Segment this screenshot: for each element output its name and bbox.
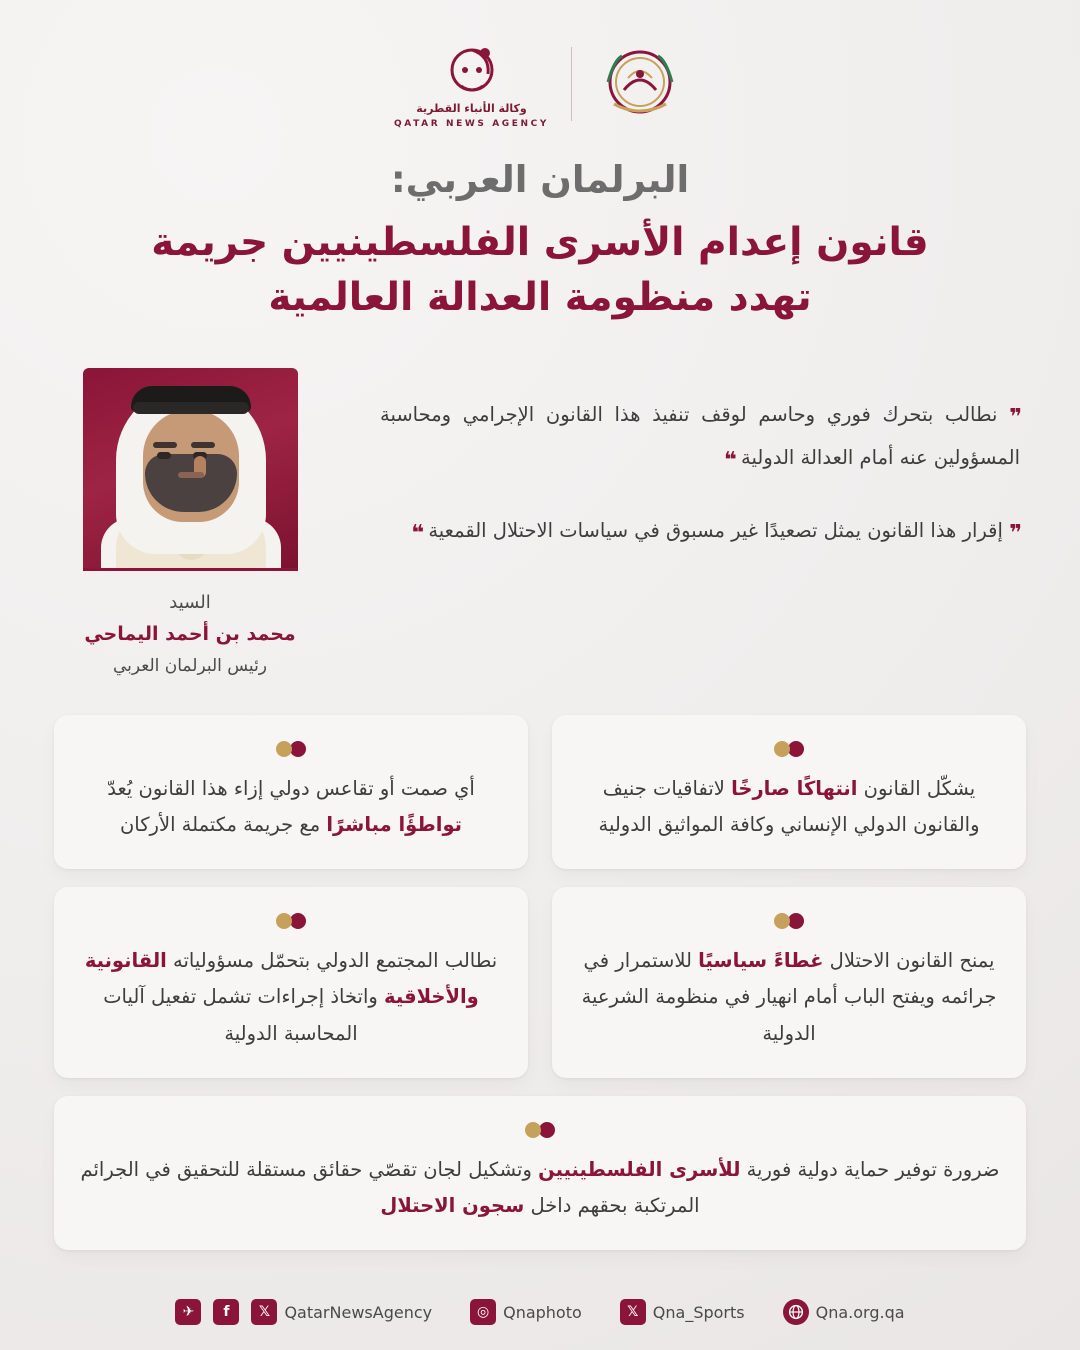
point-text xyxy=(578,771,1000,843)
page-title xyxy=(0,215,1080,326)
page-kicker: البرلمان العربي: xyxy=(390,158,690,201)
quote-text: إقرار هذا القانون يمثل تصعيدًا غير مسبوق في سياسات الاحتلال القمعية xyxy=(428,518,1003,542)
point-pre: يشكّل القانون xyxy=(857,777,976,801)
point-text xyxy=(578,943,1000,1051)
bullet-dot-icon xyxy=(525,1122,555,1138)
globe-icon[interactable] xyxy=(783,1299,809,1325)
social-footer xyxy=(0,1274,1080,1350)
point-post: للاستمرار في جرائمه ويفتح الباب أمام انهيار في منظومة الشرعية الدولية xyxy=(581,949,997,1045)
point-post: مع جريمة مكتملة الأركان xyxy=(119,813,327,837)
x-twitter-icon-2[interactable]: 𝕏 xyxy=(620,1299,646,1325)
quote-open-mark: ❞ xyxy=(1009,404,1020,430)
speaker-caption xyxy=(84,587,295,682)
quote-item xyxy=(380,394,1026,480)
point-highlight: تواطؤًا مباشرًا xyxy=(326,813,463,837)
instagram-icon[interactable]: ◎ xyxy=(470,1299,496,1325)
social-handle-sports: Qna_Sports xyxy=(652,1302,745,1322)
bullet-dot-icon xyxy=(774,741,804,757)
quotes-list xyxy=(370,368,1026,583)
point-highlight-1: للأسرى الفلسطينيين xyxy=(538,1157,741,1181)
social-telegram[interactable] xyxy=(175,1299,201,1325)
speaker-and-quotes xyxy=(0,368,1080,682)
telegram-icon[interactable]: ✈ xyxy=(175,1299,201,1325)
speaker-honorific: السيد xyxy=(169,591,211,613)
quote-text: نطالب بتحرك فوري وحاسم لوقف تنفيذ هذا القانون الإجرامي ومحاسبة المسؤولين عنه أمام العدالة الدولية xyxy=(380,402,1020,469)
points-grid xyxy=(0,715,1080,1249)
point-post: لاتفاقيات جنيف والقانون الدولي الإنساني وكافة المواثيق الدولية xyxy=(598,777,980,837)
point-highlight-2: سجون الاحتلال xyxy=(380,1193,525,1217)
point-pre: يمنح القانون الاحتلال xyxy=(823,949,995,973)
headline-line-2: تهدد منظومة العدالة العالمية xyxy=(268,275,812,321)
qna-name-ar: وكالة الأنباء القطرية xyxy=(416,101,527,115)
quote-close-mark: ❝ xyxy=(411,520,423,546)
bullet-dot-icon xyxy=(276,741,306,757)
speaker-role: رئيس البرلمان العربي xyxy=(112,655,268,676)
speaker-block xyxy=(40,368,340,682)
point-pre: أي صمت أو تقاعس دولي إزاء هذا القانون يُعدّ xyxy=(107,777,475,801)
header-logos xyxy=(0,0,1080,134)
point-card xyxy=(552,887,1026,1077)
qna-mark-icon xyxy=(441,40,503,98)
point-pre: نطالب المجتمع الدولي بتحمّل مسؤولياته xyxy=(166,949,498,973)
point-mid: وتشكيل لجان تقصّي حقائق مستقلة للتحقيق في الجرائم المرتكبة بحقهم داخل xyxy=(80,1157,700,1217)
quote-open-mark: ❞ xyxy=(1009,520,1020,546)
point-pre: ضرورة توفير حماية دولية فورية xyxy=(740,1157,1000,1181)
point-highlight: انتهاكًا صارخًا xyxy=(731,777,858,801)
website-link[interactable] xyxy=(783,1299,905,1325)
point-text xyxy=(80,1152,1000,1224)
point-highlight: غطاءً سياسيًا xyxy=(698,949,824,973)
facebook-icon[interactable]: f xyxy=(213,1299,239,1325)
qna-name-en: QATAR NEWS AGENCY xyxy=(394,118,549,129)
bullet-dot-icon xyxy=(774,913,804,929)
social-handle-main: QatarNewsAgency xyxy=(284,1302,433,1322)
point-card xyxy=(54,715,528,869)
quote-close-mark: ❝ xyxy=(723,447,735,473)
point-text xyxy=(80,771,502,843)
qna-logo xyxy=(394,40,549,129)
speaker-portrait xyxy=(83,368,298,571)
point-highlight: القانونية والأخلاقية xyxy=(84,949,479,1009)
social-facebook[interactable] xyxy=(213,1299,239,1325)
point-card xyxy=(552,715,1026,869)
website-url: Qna.org.qa xyxy=(815,1302,905,1322)
quote-item xyxy=(380,510,1026,553)
social-handle-instagram: Qnaphoto xyxy=(503,1302,582,1322)
social-instagram[interactable] xyxy=(470,1299,582,1325)
point-post: واتخاذ إجراءات تشمل تفعيل آليات المحاسبة الدولية xyxy=(103,985,385,1045)
point-card-wide xyxy=(54,1096,1026,1250)
bullet-dot-icon xyxy=(276,913,306,929)
arab-parliament-emblem-icon xyxy=(594,38,686,130)
point-card xyxy=(54,887,528,1077)
headline-line-1: قانون إعدام الأسرى الفلسطينيين جريمة xyxy=(151,220,929,265)
speaker-name: محمد بن أحمد اليماحي xyxy=(84,623,296,646)
logo-divider xyxy=(571,47,572,121)
x-twitter-icon[interactable]: 𝕏 xyxy=(251,1299,277,1325)
social-x-sports[interactable] xyxy=(620,1299,745,1325)
point-text xyxy=(80,943,502,1051)
social-x-main[interactable] xyxy=(251,1299,432,1325)
